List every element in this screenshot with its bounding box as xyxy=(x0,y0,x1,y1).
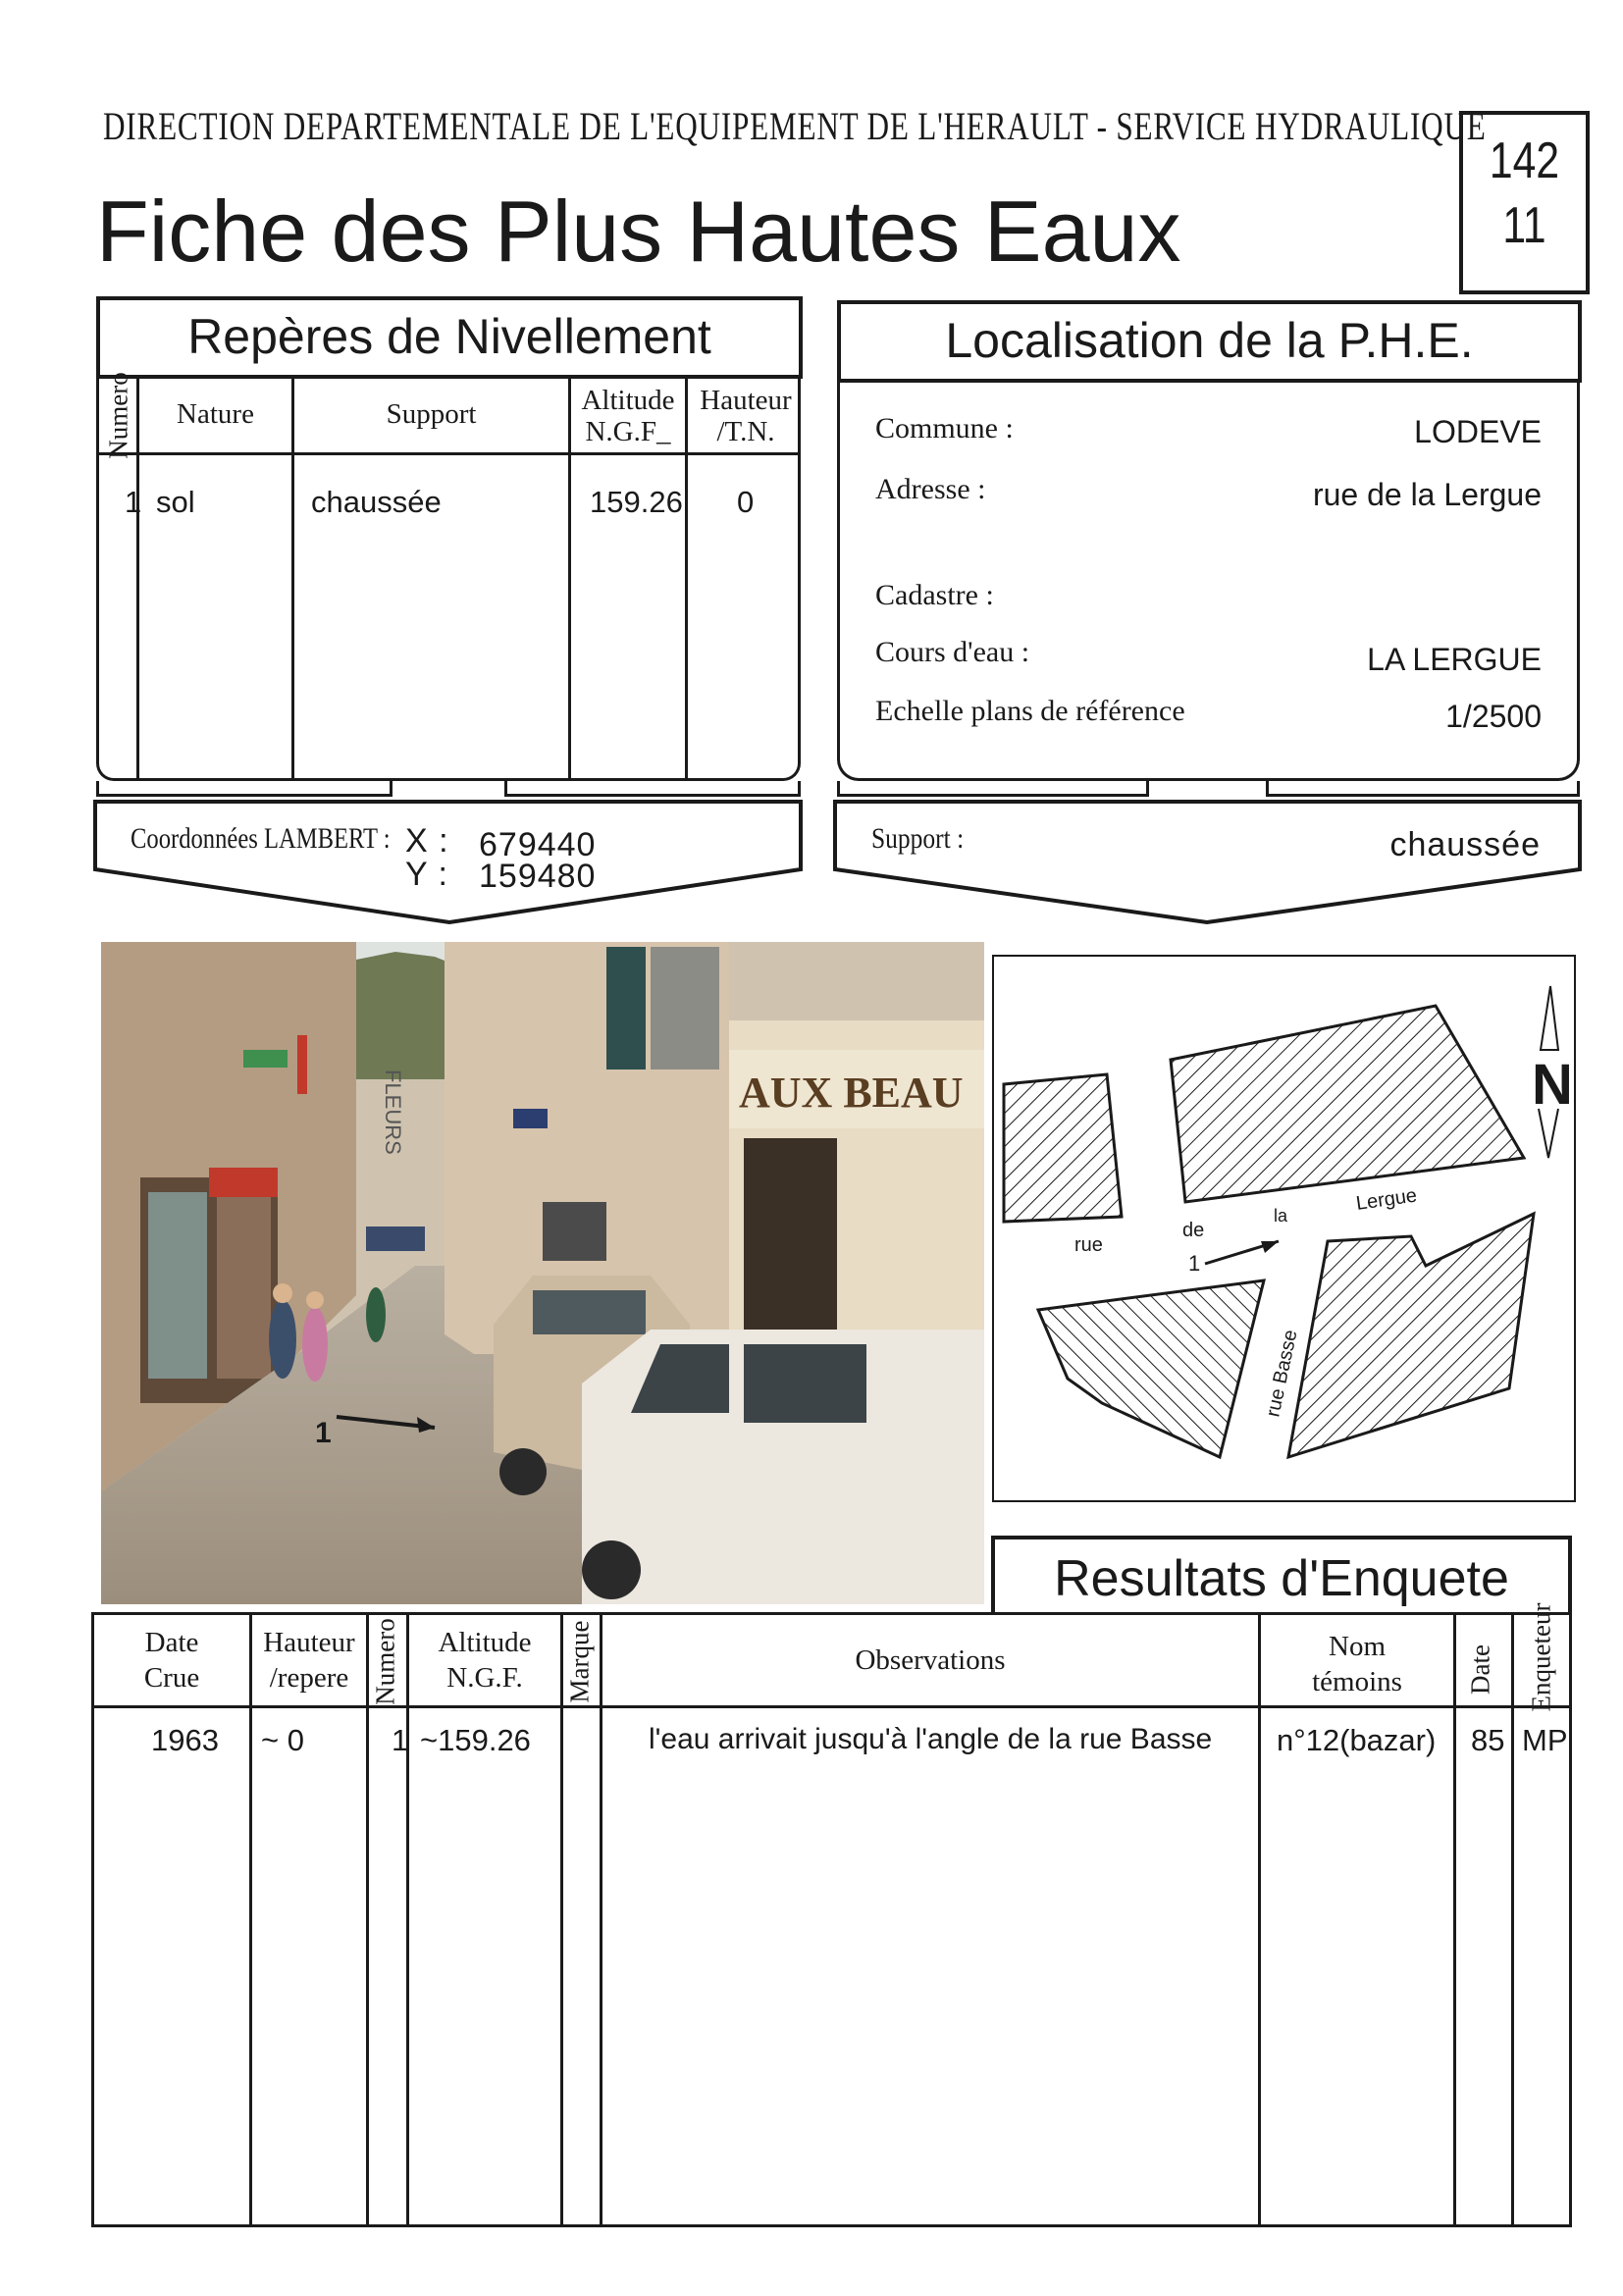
tab-connector xyxy=(504,781,801,797)
col-header-marque: Marque xyxy=(564,1620,595,1703)
cell-enqueteur: MP xyxy=(1522,1723,1568,1757)
reperes-table xyxy=(96,372,801,781)
col-header-observations: Observations xyxy=(855,1644,1006,1676)
lambert-y-value: 159480 xyxy=(479,858,597,895)
fiche-code-top: 142 xyxy=(1489,132,1560,189)
location-map xyxy=(992,955,1576,1502)
commune-label: Commune : xyxy=(875,412,1014,444)
col-header-altitude-l2: N.G.F. xyxy=(446,1662,523,1694)
map-marker-number: 1 xyxy=(1188,1251,1201,1276)
col-header-nature: Nature xyxy=(177,398,254,430)
lambert-y-label: Y : xyxy=(405,856,448,893)
col-header-temoins-l1: Nom xyxy=(1329,1631,1386,1662)
north-letter: N xyxy=(1532,1053,1573,1117)
col-header-hauteur-l1: Hauteur xyxy=(700,385,792,416)
col-header-hauteur-l1: Hauteur xyxy=(263,1627,355,1658)
col-header-altitude-l1: Altitude xyxy=(581,385,675,416)
col-header-hauteur xyxy=(688,385,804,447)
fiche-code-bottom: 11 xyxy=(1502,197,1546,254)
col-header-temoins xyxy=(1261,1619,1453,1709)
cell-numero: 1 xyxy=(392,1723,409,1757)
map-label-rue: rue xyxy=(1074,1234,1103,1256)
col-header-numero: Numero xyxy=(103,372,133,459)
cell-date: 85 xyxy=(1471,1723,1505,1757)
vertical-sign-text: FLEURS xyxy=(381,1070,405,1155)
cell-temoins: n°12(bazar) xyxy=(1277,1723,1437,1757)
localisation-section-title: Localisation de la P.H.E. xyxy=(837,300,1582,383)
reperes-section-title: Repères de Nivellement xyxy=(96,296,803,379)
col-header-altitude-l1: Altitude xyxy=(438,1627,532,1658)
photo-marker-number: 1 xyxy=(315,1417,332,1449)
echelle-value: 1/2500 xyxy=(1445,699,1542,734)
map-label-rue-basse: rue Basse xyxy=(1262,1328,1302,1420)
col-header-support: Support xyxy=(386,398,477,430)
tab-connector xyxy=(837,781,1149,797)
adresse-value: rue de la Lergue xyxy=(1312,477,1542,512)
cell-support: chaussée xyxy=(311,485,442,519)
col-header-date-crue-l2: Crue xyxy=(143,1662,200,1694)
street-photo xyxy=(101,942,984,1604)
cell-nature: sol xyxy=(156,485,195,519)
column-divider xyxy=(136,379,139,778)
fiche-code-box xyxy=(1459,111,1590,294)
cell-altitude: ~159.26 xyxy=(420,1723,531,1757)
resultats-table xyxy=(91,1602,1572,2227)
echelle-label: Echelle plans de référence xyxy=(875,695,1185,727)
cell-altitude: 159.26 xyxy=(590,485,683,519)
localisation-box xyxy=(837,383,1580,781)
col-header-hauteur-l2: /T.N. xyxy=(716,416,775,447)
cell-observations: l'eau arrivait jusqu'à l'angle de la rue Basse xyxy=(649,1723,1213,1755)
col-header-altitude-l2: N.G.F_ xyxy=(585,416,671,447)
page-title: Fiche des Plus Hautes Eaux xyxy=(96,183,1181,280)
col-header-hauteur-l2: /repere xyxy=(269,1662,349,1694)
header-line: DIRECTION DEPARTEMENTALE DE L'EQUIPEMENT DE L'HERAULT - SERVICE HYDRAULIQUE xyxy=(103,104,1487,148)
shop-sign-text: AUX BEAU xyxy=(739,1069,964,1117)
col-header-enqueteur: Enqueteur xyxy=(1526,1602,1556,1712)
cadastre-label: Cadastre : xyxy=(875,579,994,611)
tab-connector xyxy=(1266,781,1580,797)
lambert-label: Coordonnées LAMBERT : xyxy=(131,822,391,855)
lambert-arrow-frame xyxy=(92,799,809,928)
cell-hauteur: ~ 0 xyxy=(261,1723,304,1757)
col-header-altitude xyxy=(409,1615,560,1705)
resultats-section-title: Resultats d'Enquete xyxy=(991,1536,1572,1614)
street-photo-drawing xyxy=(101,942,984,1604)
header-divider xyxy=(99,452,798,455)
support-value: chaussée xyxy=(1389,826,1541,863)
map-label-la: la xyxy=(1274,1206,1288,1226)
cours-deau-label: Cours d'eau : xyxy=(875,636,1030,668)
col-header-temoins-l2: témoins xyxy=(1312,1666,1402,1697)
adresse-label: Adresse : xyxy=(875,473,986,505)
col-header-numero: Numero xyxy=(370,1618,400,1705)
map-label-lergue: Lergue xyxy=(1354,1184,1419,1215)
col-header-hauteur xyxy=(252,1615,366,1705)
tab-connector xyxy=(96,781,393,797)
cell-numero: 1 xyxy=(125,485,142,519)
cell-hauteur: 0 xyxy=(737,485,755,519)
cours-deau-value: LA LERGUE xyxy=(1367,642,1542,677)
column-divider xyxy=(291,379,294,778)
col-header-altitude xyxy=(571,385,685,447)
lambert-x-label: X : xyxy=(405,822,449,860)
cell-date-crue: 1963 xyxy=(151,1723,219,1757)
map-label-de: de xyxy=(1182,1220,1205,1241)
col-header-date: Date xyxy=(1465,1644,1495,1695)
lambert-x-value: 679440 xyxy=(479,826,597,863)
location-map-drawing xyxy=(994,957,1576,1502)
support-label: Support : xyxy=(871,822,965,855)
col-header-date-crue-l1: Date xyxy=(144,1627,199,1658)
col-header-date-crue xyxy=(94,1615,249,1705)
commune-value: LODEVE xyxy=(1414,414,1542,449)
